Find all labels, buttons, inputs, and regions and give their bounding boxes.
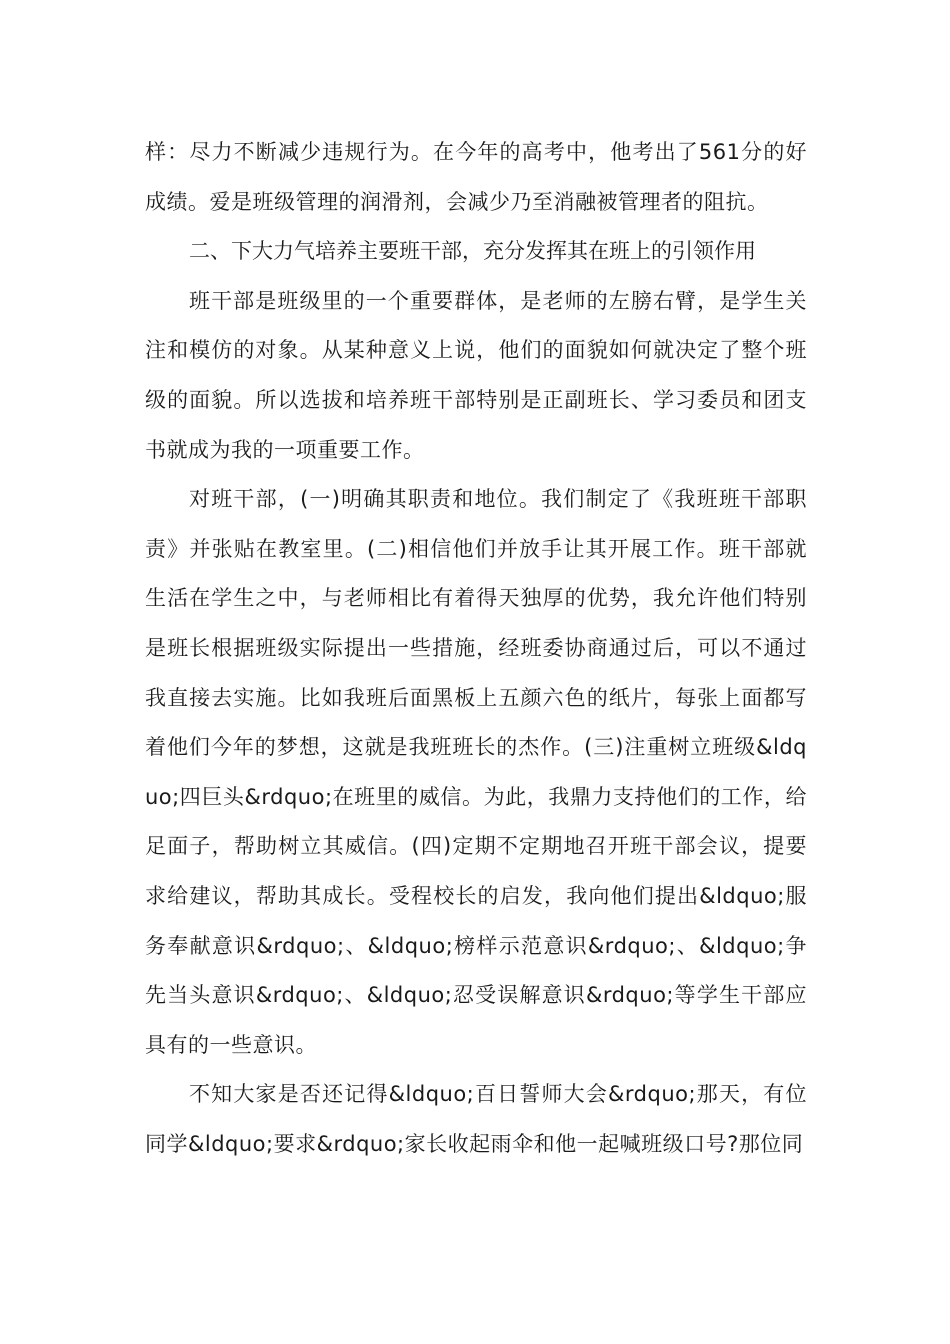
section-heading: 二、下大力气培养主要班干部，充分发挥其在班上的引领作用 [189,239,756,264]
paragraph-continuation: 样：尽力不断减少违规行为。在今年的高考中，他考出了561分的好成绩。爱是班级管理的润滑剂，会减少乃至消融被管理者的阻抗。 [145,140,807,214]
paragraph-cadre-measures: 对班干部，(一)明确其职责和地位。我们制定了《我班班干部职责》并张贴在教室里。(二)相信他们并放手让其开展工作。班干部就生活在学生之中，与老师相比有着得天独厚的优势，我允许他们特别是班长根据班级实际提出一些措施，经班委协商通过后，可以不通过我直接去实施。比如我班后面黑板上五颜六色的纸片，每张上面都写着他们今年的梦想，这就是我班班长的杰作。(三)注重树立班级&ldquo;四巨头&rdquo;在班里的威信。为此，我鼎力支持他们的工作，给足面子，帮助树立其威信。(四)定期不定期地召开班干部会议，提要求给建议，帮助其成长。受程校长的启发，我向他们提出&ldquo;服务奉献意识&rdquo;、&ldquo;榜样示范意识&rdquo;、&ldquo;争先当头意识&rdquo;、&ldquo;忍受误解意识&rdquo;等学生干部应具有的一些意识。 [145,487,807,1057]
paragraph-oath-meeting: 不知大家是否还记得&ldquo;百日誓师大会&rdquo;那天，有位同学&ldquo;要求&rdquo;家长收起雨伞和他一起喊班级口号?那位同 [145,1082,807,1156]
document-body [145,128,807,1169]
paragraph-class-cadres: 班干部是班级里的一个重要群体，是老师的左膀右臂，是学生关注和模仿的对象。从某种意义上说，他们的面貌如何就决定了整个班级的面貌。所以选拔和培养班干部特别是正副班长、学习委员和团支书就成为我的一项重要工作。 [145,288,807,462]
